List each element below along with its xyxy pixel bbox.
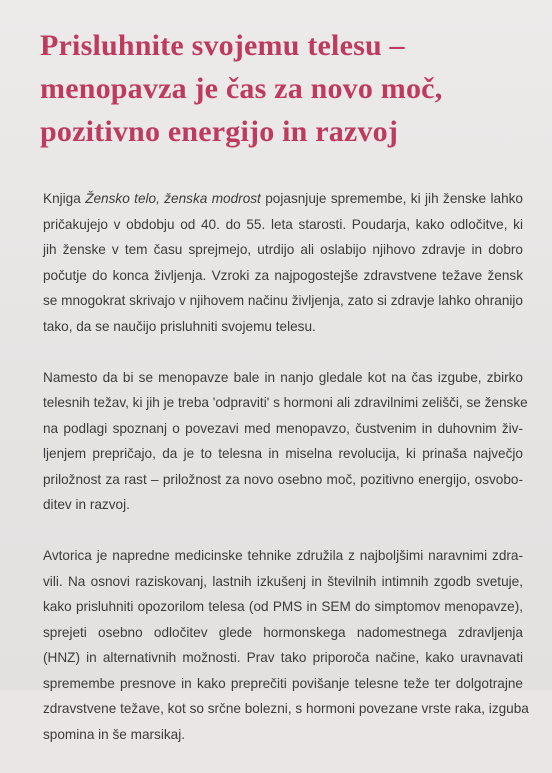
headline-line: pozitivno energijo in razvoj [40,115,399,148]
text-line: (HNZ) in alternativnih možnosti. Prav tako priporoča načine, kako uravnavati [43,650,523,665]
text-run: pojasnjuje spremembe, ki jih ženske lahko [260,191,523,206]
text-line: tako, da se naučijo prisluhniti svojemu telesu. [43,318,316,334]
text-line: spomina in še marsikaj. [43,726,186,742]
text-line: spremembe presnove in kako preprečiti povišanje telesne teže ter dolgotrajne [43,675,523,691]
text-line: kako prisluhniti opozorilom telesa (od PMS in SEM do simptomov menopavze), [43,599,523,614]
headline-line: menopavza je čas za novo moč, [40,72,443,105]
text-line: Avtorica je napredne medicinske tehnike združila z najboljšimi naravnimi zdra- [43,548,523,563]
text-line: sprejeti osebno odločitev glede hormonskega nadomestnega zdravljenja [43,624,523,640]
text-line: jih ženske v tem času sprejmejo, utrdijo ali oslabijo njihovo zdravje in dobro [43,242,523,257]
book-title-italic: Žensko telo, ženska modrost [85,191,261,206]
text-line: pričakujejo v obdobju od 40. do 55. leta starosti. Poudarja, kako odločitve, ki [43,216,523,232]
paragraph-menopause [43,365,528,518]
text-line: ljenjem prepričajo, da je to telesna in miselna revolucija, ki prinaša največjo [43,446,523,461]
text-line: vili. Na osnovi raziskovanj, lastnih izkušenj in številnih intimnih zgodb svetuje, [43,573,523,589]
text-line: ditev in razvoj. [43,497,130,512]
book-headline [40,24,530,153]
paragraph-author [43,543,529,747]
text-line: počutje do konca življenja. Vzroki za najpogostejše zdravstvene težave žensk [43,267,523,283]
text-line [43,186,523,212]
text-line: se mnogokrat skrivajo v njihovem načinu življenja, zato si zdravje lahko ohranijo [43,293,523,308]
text-run: Knjiga [43,191,86,206]
blurb-body [43,186,529,773]
text-line: Namesto da bi se menopavze bale in nanjo gledale kot na čas izgube, zbirko [43,369,523,385]
text-line: priložnost za rast – priložnost za novo osebno moč, pozitivno energijo, osvobo- [43,471,523,487]
text-line: telesnih težav, ki jih je treba 'odpraviti' s hormoni ali zdravilnimi zelišči, se ženske [43,395,528,410]
paragraph-intro [43,186,523,339]
text-line: na podlagi spoznanj o povezavi med menopavzo, čustvenim in duhovnim živ- [43,420,523,436]
text-line: zdravstvene težave, kot so srčne bolezni, s hormoni povezane vrste raka, izguba [43,701,529,716]
headline-line: Prisluhnite svojemu telesu – [40,29,405,62]
